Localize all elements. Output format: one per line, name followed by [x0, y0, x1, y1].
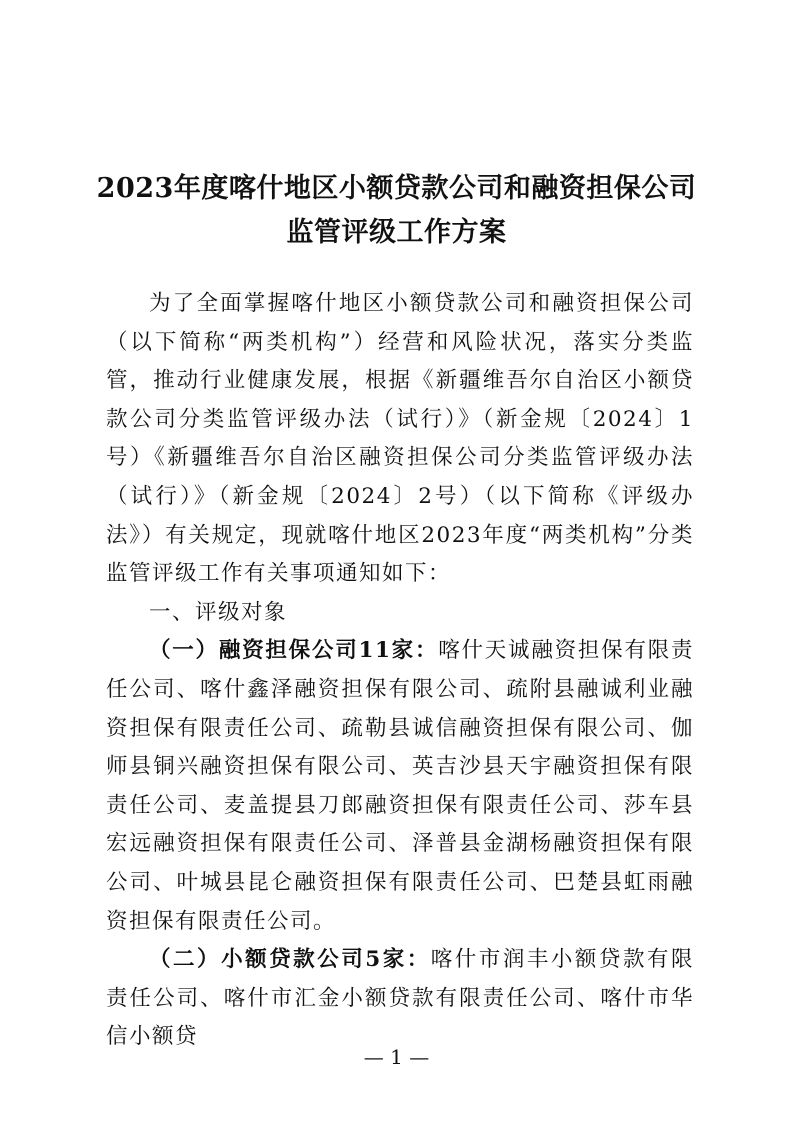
document-title-line-2: 监管评级工作方案	[286, 217, 507, 248]
loan-companies-list: 喀什市润丰小额贷款有限责任公司、喀什市汇金小额贷款有限责任公司、喀什市华信小额贷	[106, 947, 694, 1050]
page-number: — 1 —	[363, 1045, 430, 1069]
paragraph-guarantee-companies	[106, 632, 694, 941]
subheading-loan-companies: （二）小额贷款公司5家：	[149, 947, 431, 973]
section-heading-text: 一、评级对象	[149, 599, 288, 625]
document-body	[106, 285, 694, 1057]
subheading-guarantee-companies: （一）融资担保公司11家：	[149, 638, 439, 664]
guarantee-companies-list: 喀什天诚融资担保有限责任公司、喀什鑫泽融资担保有限公司、疏附县融诚利业融资担保有限责任公司、疏勒县诚信融资担保有限公司、伽师县铜兴融资担保有限公司、英吉沙县天宇融资担保有限责任公司、麦盖提县刀郎融资担保有限责任公司、莎车县宏远融资担保有限责任公司、泽普县金湖杨融资担保有限公司、叶城县昆仑融资担保有限责任公司、巴楚县虹雨融资担保有限责任公司。	[106, 638, 694, 934]
section-heading-evaluation-targets	[106, 594, 694, 633]
document-title-line-1: 2023年度喀什地区小额贷款公司和融资担保公司	[96, 173, 697, 204]
intro-paragraph: 为了全面掌握喀什地区小额贷款公司和融资担保公司（以下简称“两类机构”）经营和风险状况，落实分类监管，推动行业健康发展，根据《新疆维吾尔自治区小额贷款公司分类监管评级办法（试行）》（新金规〔2024〕1号）《新疆维吾尔自治区融资担保公司分类监管评级办法（试行）》（新金规〔2024〕2号）（以下简称《评级办法》）有关规定，现就喀什地区2023年度“两类机构”分类监管评级工作有关事项通知如下：	[106, 291, 694, 587]
paragraph-loan-companies	[106, 941, 694, 1057]
